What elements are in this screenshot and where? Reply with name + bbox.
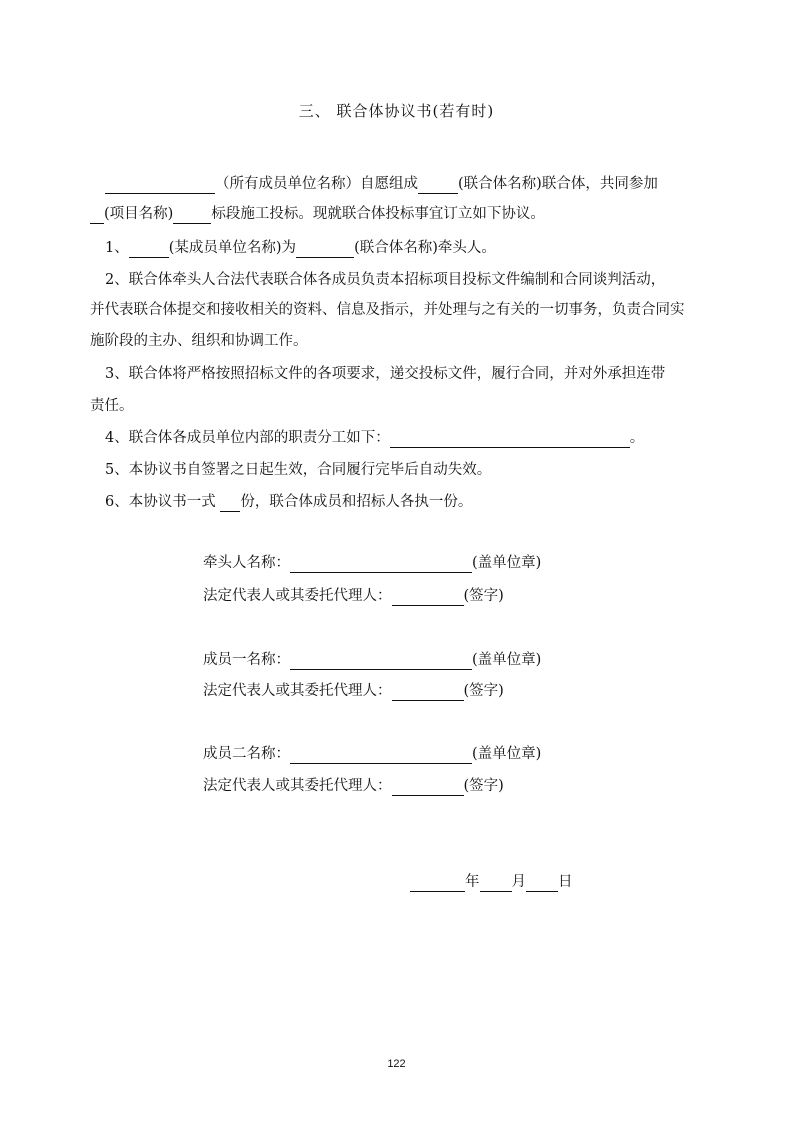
intro-text-2b: 标段施工投标。现就联合体投标事宜订立如下协议。	[211, 206, 545, 222]
consortium-blank[interactable]	[296, 241, 354, 258]
lead-sign-blank[interactable]	[392, 589, 464, 606]
clause-4-text: 4、联合体各成员单位内部的职责分工如下：	[105, 430, 390, 446]
clause-6-text-b: 份，联合体成员和招标人各执一份。	[240, 494, 473, 510]
lead-name-blank[interactable]	[290, 556, 472, 573]
project-name-blank[interactable]	[90, 207, 104, 224]
member1-name-blank[interactable]	[290, 653, 472, 670]
member2-sign-note: (签字)	[463, 778, 504, 794]
month-blank[interactable]	[480, 875, 512, 892]
member2-rep-label: 法定代表人或其委托代理人：	[203, 778, 392, 794]
day-label: 日	[558, 874, 573, 890]
clause-1	[105, 238, 496, 258]
intro-line-1	[105, 174, 658, 194]
clause-2-line-1: 2、联合体牵头人合法代表联合体各成员负责本招标项目投标文件编制和合同谈判活动，	[105, 272, 666, 288]
clause-3-line-1: 3、联合体将严格按照招标文件的各项要求，递交投标文件，履行合同，并对外承担连带	[105, 366, 666, 382]
year-blank[interactable]	[410, 875, 465, 892]
page-number: 122	[387, 1058, 406, 1070]
lead-rep-row	[203, 586, 504, 606]
section-blank[interactable]	[173, 207, 211, 224]
year-label: 年	[465, 874, 480, 890]
lead-name-label: 牵头人名称：	[203, 555, 290, 571]
clause-6-text-a: 6、本协议书一式	[105, 494, 216, 510]
intro-line-2	[90, 204, 545, 224]
clause-2-line-3: 施阶段的主办、组织和协调工作。	[90, 333, 308, 349]
date-row	[410, 872, 573, 892]
lead-rep-label: 法定代表人或其委托代理人：	[203, 588, 392, 604]
clause-1-text-b: (某成员单位名称)为	[168, 240, 297, 256]
clause-3-line-2: 责任。	[90, 398, 134, 414]
consortium-name-blank[interactable]	[418, 177, 458, 194]
clause-4	[105, 428, 644, 448]
member1-seal-note: (盖单位章)	[472, 652, 542, 668]
duty-division-blank[interactable]	[390, 431, 630, 448]
clause-1-text-c: (联合体名称)牵头人。	[354, 240, 496, 256]
member2-name-label: 成员二名称：	[203, 746, 290, 762]
clause-6	[105, 492, 472, 512]
month-label: 月	[511, 874, 526, 890]
intro-text-1b: (联合体名称)联合体，共同参加	[458, 176, 658, 192]
member1-name-label: 成员一名称：	[203, 652, 290, 668]
member1-sign-note: (签字)	[463, 683, 504, 699]
member2-name-row	[203, 744, 541, 764]
member2-sign-blank[interactable]	[392, 779, 464, 796]
lead-name-row	[203, 553, 541, 573]
member2-name-blank[interactable]	[290, 747, 472, 764]
clause-1-text-a: 1、	[105, 240, 129, 256]
member1-sign-blank[interactable]	[392, 684, 464, 701]
clause-2-line-2: 并代表联合体提交和接收相关的资料、信息及指示，并处理与之有关的一切事务，负责合同实	[90, 302, 685, 318]
lead-sign-note: (签字)	[463, 588, 504, 604]
member2-seal-note: (盖单位章)	[472, 746, 542, 762]
intro-text-2a: (项目名称)	[104, 206, 174, 222]
lead-seal-note: (盖单位章)	[472, 555, 542, 571]
document-title: 三、 联合体协议书(若有时)	[298, 102, 495, 120]
clause-5: 5、本协议书自签署之日起生效，合同履行完毕后自动失效。	[105, 462, 492, 478]
intro-text-1a: （所有成员单位名称）自愿组成	[215, 176, 418, 192]
member1-rep-label: 法定代表人或其委托代理人：	[203, 683, 392, 699]
member2-rep-row	[203, 776, 504, 796]
member1-name-row	[203, 650, 541, 670]
member1-rep-row	[203, 681, 504, 701]
day-blank[interactable]	[526, 875, 558, 892]
copies-blank[interactable]	[220, 495, 240, 512]
clause-4-end: 。	[629, 430, 645, 446]
member-unit-blank[interactable]	[129, 241, 169, 258]
member-units-blank[interactable]	[105, 177, 215, 194]
